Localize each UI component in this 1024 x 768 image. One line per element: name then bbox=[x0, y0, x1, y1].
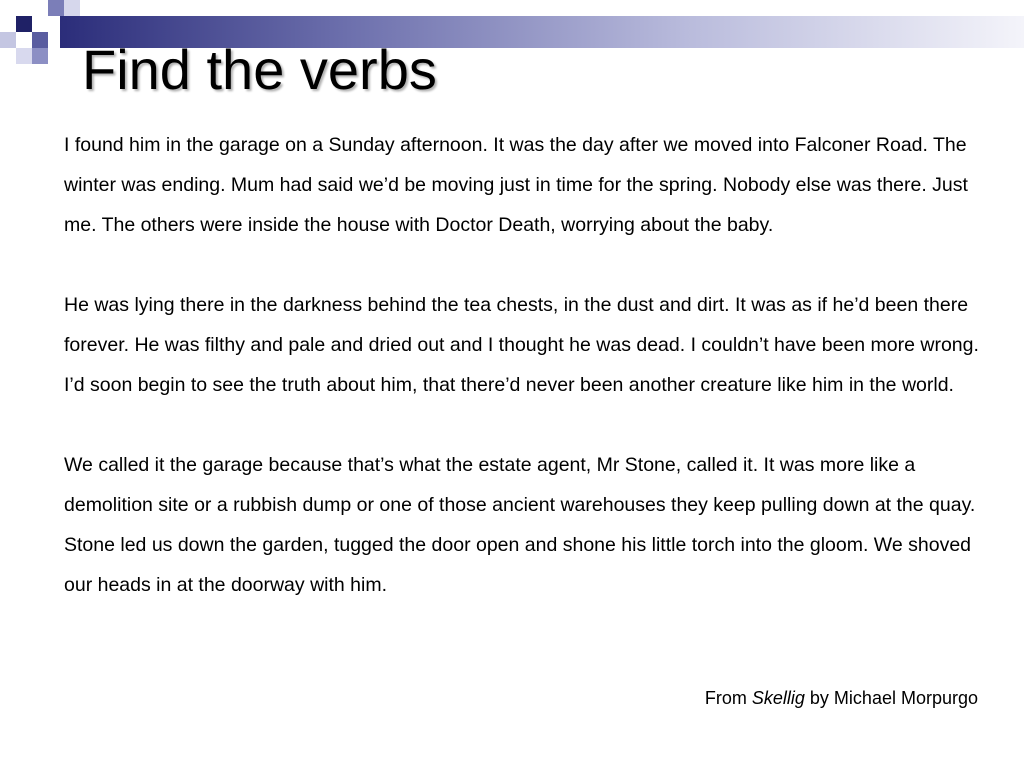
decor-square-mid bbox=[32, 48, 48, 64]
paragraph-1: I found him in the garage on a Sunday afternoon. It was the day after we moved into Falconer Road. The winter was ending. Mum had said we’d be moving just in time for the spring. Nobody else was there. Just me. The others were inside the house with Doctor Death, worrying about the baby. bbox=[64, 134, 968, 236]
credit-prefix: From bbox=[704, 688, 747, 708]
decor-square-light bbox=[64, 0, 80, 16]
decor-square-dark bbox=[16, 16, 32, 32]
decor-square-light bbox=[16, 48, 32, 64]
credit-book-title: Skellig bbox=[751, 688, 805, 708]
decor-square-mid bbox=[32, 32, 48, 48]
paragraph-3: We called it the garage because that’s what the estate agent, Mr Stone, called it. It was more like a demolition site or a rubbish dump or one of those ancient warehouses they keep pulling down at the quay. Stone led us down the garden, tugged the door open and shone his little torch into the gloom. We shoved our heads in at the doorway with him. bbox=[64, 454, 976, 596]
story-excerpt bbox=[64, 125, 984, 605]
decor-square-light bbox=[0, 32, 16, 48]
credit-author: by Michael Morpurgo bbox=[809, 688, 978, 708]
paragraph-2: He was lying there in the darkness behind the tea chests, in the dust and dirt. It was as if he’d been there forever. He was filthy and pale and dried out and I thought he was dead. I couldn’t have been more wrong. I’d soon begin to see the truth about him, that there’d never been another creature like him in the world. bbox=[64, 294, 979, 396]
slide-title: Find the verbs bbox=[82, 38, 437, 101]
source-credit bbox=[705, 688, 978, 709]
decor-square-mid bbox=[48, 0, 64, 16]
